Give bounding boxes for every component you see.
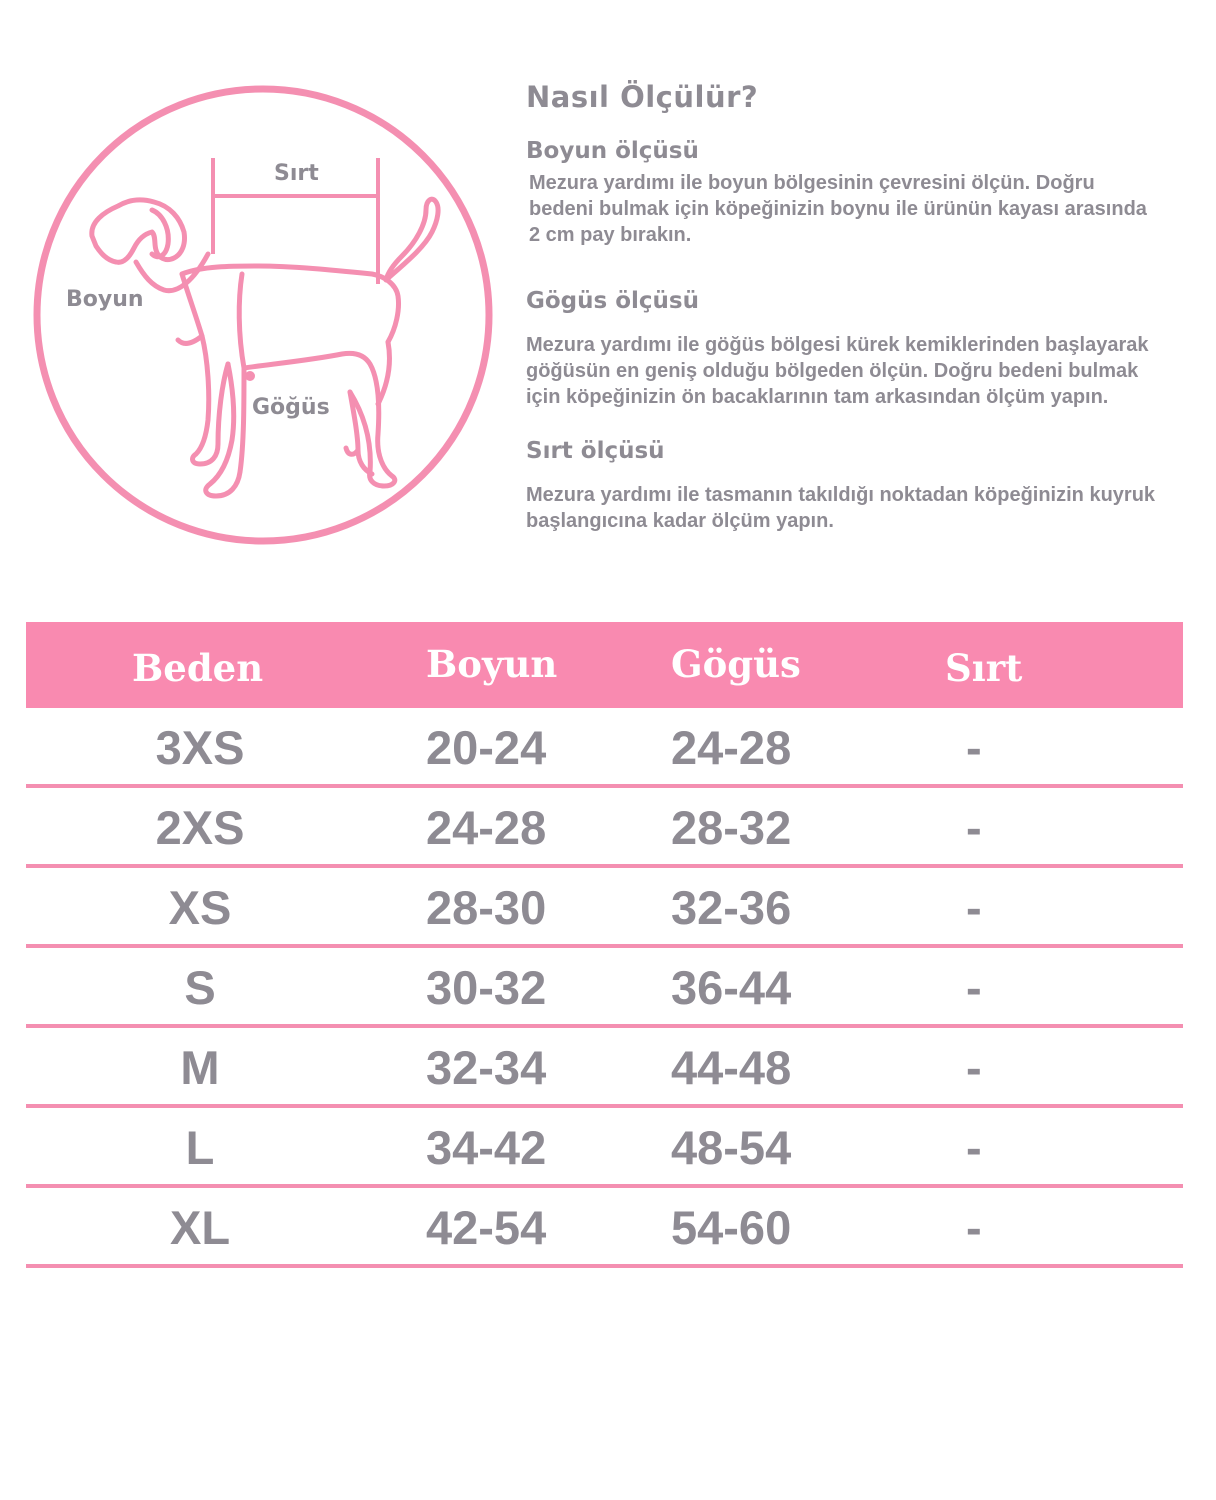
neck-measure-line: Mezura yardımı ile boyun bölgesinin çevresini ölçün. Doğru — [529, 172, 1095, 194]
cell-neck: 20-24 — [426, 721, 547, 774]
table-row — [26, 788, 1183, 868]
cell-chest: 48-54 — [671, 1121, 792, 1174]
back-measure-line: başlangıcına kadar ölçüm yapın. — [526, 510, 834, 532]
chest-measure-section — [526, 288, 1148, 410]
cell-neck: 30-32 — [426, 961, 547, 1014]
neck-measure-section — [526, 138, 1147, 248]
cell-back: - — [966, 881, 982, 934]
cell-neck: 24-28 — [426, 801, 547, 854]
cell-chest: 28-32 — [671, 801, 792, 854]
table-row — [26, 1188, 1183, 1268]
cell-back: - — [966, 961, 982, 1014]
cell-size: S — [184, 961, 216, 1014]
size-table — [26, 622, 1183, 1268]
cell-size: 3XS — [155, 721, 245, 774]
back-measure-section — [526, 438, 1155, 534]
cell-chest: 24-28 — [671, 721, 792, 774]
how-to-measure — [526, 80, 1206, 532]
cell-neck: 42-54 — [426, 1201, 547, 1254]
diagram-circle — [37, 89, 489, 541]
table-row — [26, 1028, 1183, 1108]
back-label: Sırt — [274, 161, 319, 186]
chest-measure-line: göğüsün en geniş olduğu bölgeden ölçün. Doğru bedeni bulmak — [526, 360, 1139, 382]
neck-measure-heading: Boyun ölçüsü — [526, 138, 699, 164]
chest-label: Göğüs — [252, 395, 330, 420]
cell-chest: 44-48 — [671, 1041, 792, 1094]
chest-measure-line: için köpeğinizin ön bacaklarının tam arkasından ölçüm yapın. — [526, 386, 1109, 408]
size-table-header — [26, 622, 1183, 708]
neck-label: Boyun — [66, 287, 144, 312]
cell-back: - — [966, 1041, 982, 1094]
table-row — [26, 708, 1183, 788]
cell-neck: 28-30 — [426, 881, 547, 934]
neck-measure-line: bedeni bulmak için köpeğinizin boynu ile ürünün kayası arasında — [529, 198, 1147, 220]
cell-neck: 32-34 — [426, 1041, 547, 1094]
measurement-diagram — [32, 84, 494, 546]
neck-measure-line: 2 cm pay bırakın. — [529, 224, 692, 246]
table-row — [26, 948, 1183, 1028]
cell-size: XL — [169, 1201, 231, 1254]
cell-back: - — [966, 721, 982, 774]
chest-measure-line: Mezura yardımı ile göğüs bölgesi kürek kemiklerinden başlayarak — [526, 334, 1149, 356]
cell-size: XS — [168, 881, 232, 934]
back-measure-heading: Sırt ölçüsü — [526, 438, 665, 464]
cell-neck: 34-42 — [426, 1121, 547, 1174]
header-size: Beden — [132, 646, 264, 690]
how-to-title: Nasıl Ölçülür? — [526, 80, 759, 114]
header-chest: Gögüs — [671, 642, 801, 686]
cell-chest: 54-60 — [671, 1201, 792, 1254]
table-row — [26, 1108, 1183, 1188]
header-neck: Boyun — [426, 642, 558, 686]
cell-chest: 36-44 — [671, 961, 792, 1014]
dog-outline-icon — [92, 199, 438, 496]
cell-size: L — [185, 1121, 215, 1174]
header-back: Sırt — [945, 646, 1023, 690]
table-row — [26, 868, 1183, 948]
cell-chest: 32-36 — [671, 881, 792, 934]
chest-measure-heading: Gögüs ölçüsü — [526, 288, 699, 314]
back-measure-line: Mezura yardımı ile tasmanın takıldığı noktadan köpeğinizin kuyruk — [526, 484, 1156, 506]
cell-size: 2XS — [155, 801, 245, 854]
cell-size: M — [180, 1041, 220, 1094]
cell-back: - — [966, 1121, 982, 1174]
cell-back: - — [966, 1201, 982, 1254]
cell-back: - — [966, 801, 982, 854]
